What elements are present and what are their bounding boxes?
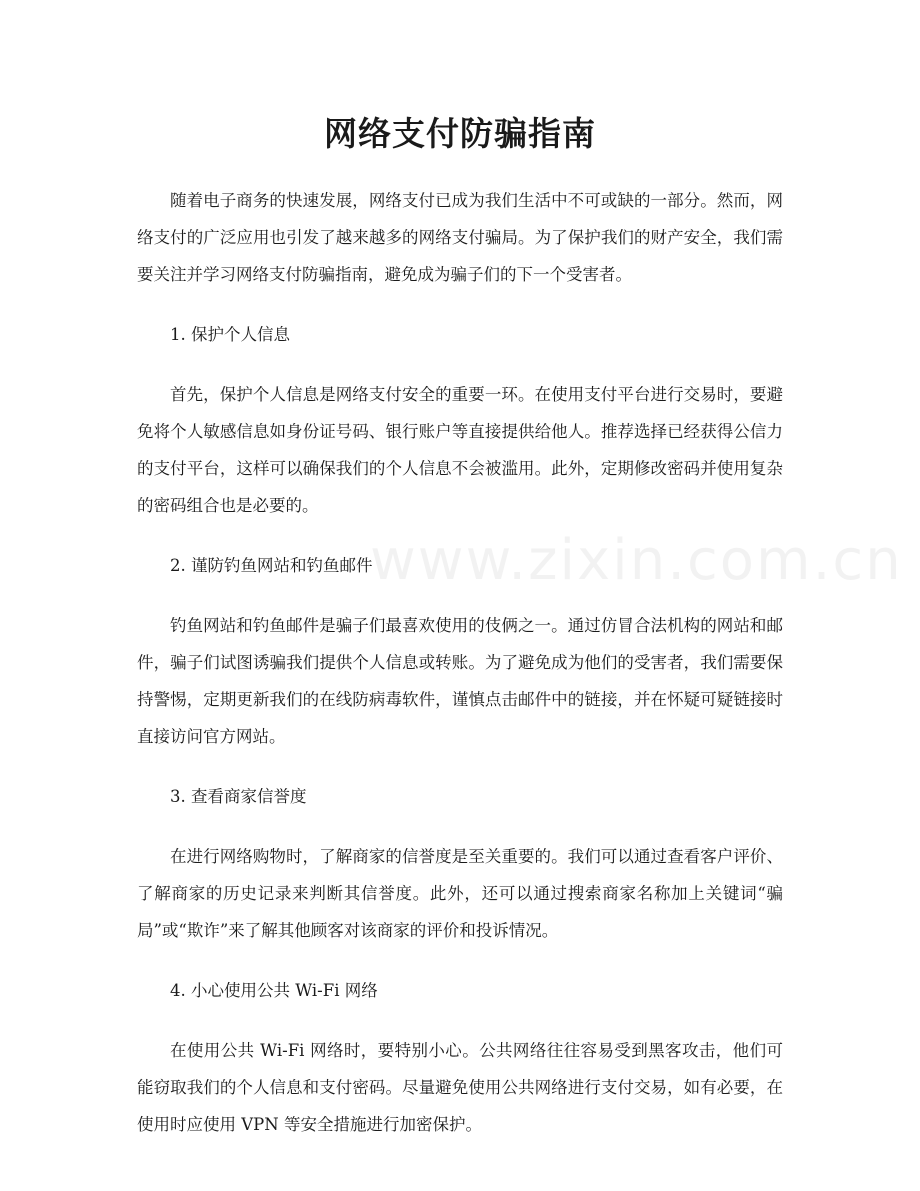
section-heading-merchant-reputation: 3. 查看商家信誉度 [170, 787, 307, 806]
section-heading-public-wifi: 4. 小心使用公共 Wi-Fi 网络 [170, 981, 378, 1000]
document-title: 网络支付防骗指南 [324, 114, 596, 153]
section-heading-phishing: 2. 谨防钓鱼网站和钓鱼邮件 [170, 556, 373, 575]
document-body [137, 182, 783, 1166]
intro-paragraph: 随着电子商务的快速发展，网络支付已成为我们生活中不可或缺的一部分。然而，网络支付的广泛应用也引发了越来越多的网络支付骗局。为了保护我们的财产安全，我们需要关注并学习网络支付防骗指南，避免成为骗子们的下一个受害者。 [137, 191, 783, 284]
watermark: www.zixin.com.cn [370, 528, 903, 593]
section-body-merchant-reputation: 在进行网络购物时，了解商家的信誉度是至关重要的。我们可以通过查看客户评价、了解商家的历史记录来判断其信誉度。此外，还可以通过搜索商家名称加上关键词“骗局”或“欺诈”来了解其他顾客对该商家的评价和投诉情况。 [137, 847, 783, 940]
section-body-public-wifi: 在使用公共 Wi-Fi 网络时，要特别小心。公共网络往往容易受到黑客攻击，他们可能窃取我们的个人信息和支付密码。尽量避免使用公共网络进行支付交易，如有必要，在使用时应使用 VPN 等安全措施进行加密保护。 [137, 1041, 783, 1134]
section-body-phishing: 钓鱼网站和钓鱼邮件是骗子们最喜欢使用的伎俩之一。通过仿冒合法机构的网站和邮件，骗子们试图诱骗我们提供个人信息或转账。为了避免成为他们的受害者，我们需要保持警惕，定期更新我们的在线防病毒软件，谨慎点击邮件中的链接，并在怀疑可疑链接时直接访问官方网站。 [137, 616, 783, 746]
section-body-personal-info: 首先，保护个人信息是网络支付安全的重要一环。在使用支付平台进行交易时，要避免将个人敏感信息如身份证号码、银行账户等直接提供给他人。推荐选择已经获得公信力的支付平台，这样可以确保我们的个人信息不会被滥用。此外，定期修改密码并使用复杂的密码组合也是必要的。 [137, 385, 783, 515]
section-heading-personal-info: 1. 保护个人信息 [170, 325, 290, 344]
